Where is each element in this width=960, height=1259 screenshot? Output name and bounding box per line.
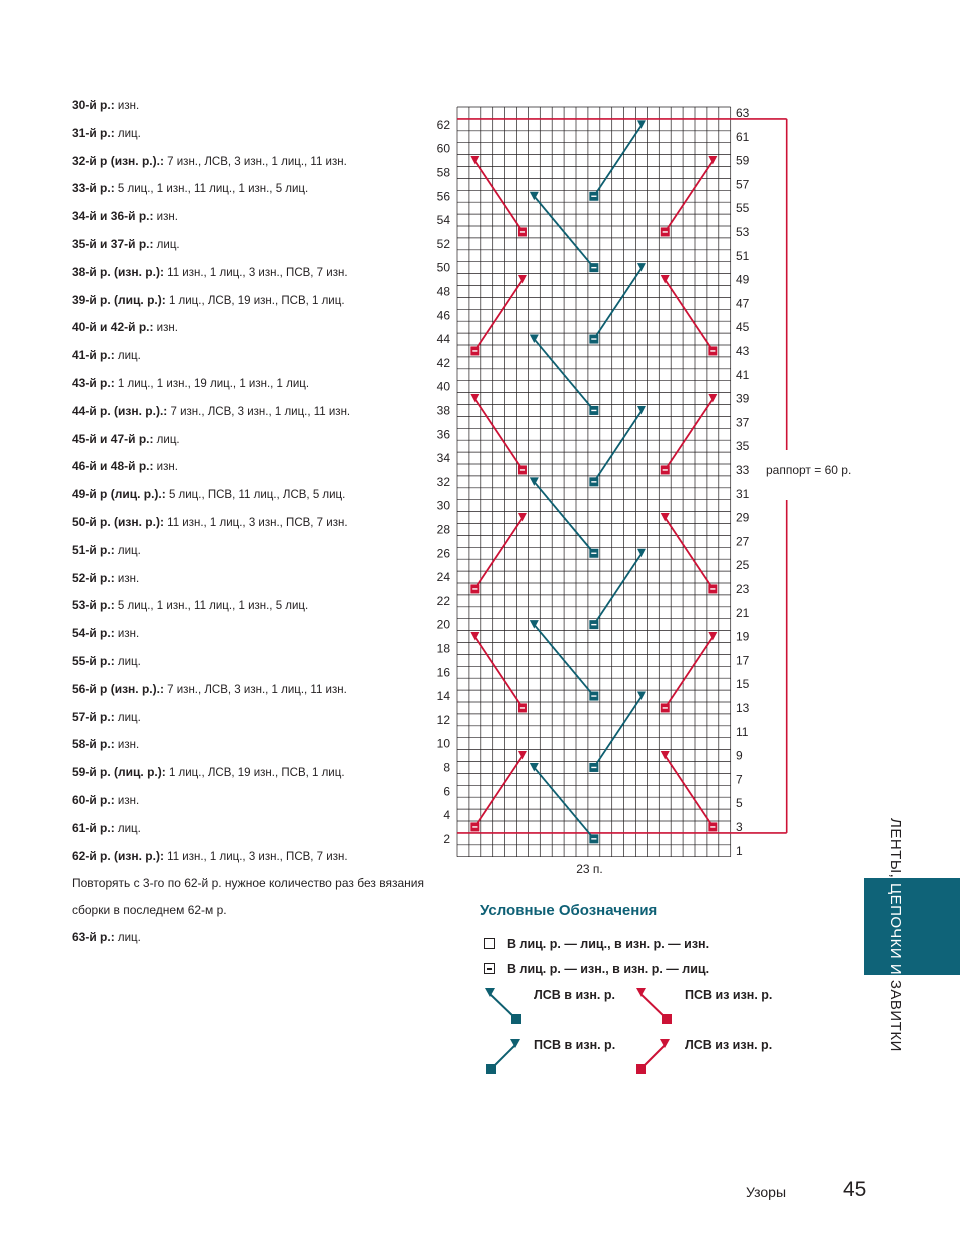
row-text: 5 лиц., 1 изн., 11 лиц., 1 изн., 5 лиц.: [114, 183, 309, 196]
row-text: лиц.: [114, 931, 141, 944]
row-label: 45-й и 47-й р.:: [72, 431, 154, 446]
row-number-right: 35: [736, 439, 750, 454]
row-text: лиц.: [114, 127, 141, 140]
row-label: 35-й и 37-й р.:: [72, 236, 154, 251]
row-text: лиц.: [114, 711, 141, 724]
row-text: лиц.: [114, 655, 141, 668]
row-number-right: 45: [736, 320, 750, 335]
cable-psv-purl-icon: [486, 1039, 520, 1074]
repeat-note: Повторять с 3-го по 62-й р. нужное количество раз без вязания сборки в последнем 62-м р.: [72, 876, 424, 918]
row-label: 43-й р.:: [72, 375, 115, 390]
row-text: 7 изн., ЛСВ, 3 изн., 1 лиц., 11 изн.: [163, 155, 347, 168]
row-number-left: 28: [436, 522, 450, 537]
row-text: изн.: [114, 794, 140, 807]
row-number-left: 10: [436, 736, 450, 751]
row-label: 51-й р.:: [72, 542, 115, 557]
chapter-tab: [864, 878, 960, 975]
row-number-left: 36: [436, 427, 450, 442]
row-text: 7 изн., ЛСВ, 3 изн., 1 лиц., 11 изн.: [167, 405, 351, 418]
row-label: 30-й р.:: [72, 98, 115, 112]
legend-lsv-purl-label: ЛСВ в изн. р.: [534, 988, 615, 1002]
row-number-left: 52: [436, 236, 450, 251]
row-number-left: 48: [436, 284, 450, 299]
row-number-left: 58: [436, 165, 450, 180]
row-number-right: 59: [736, 153, 750, 168]
row-label: 62-й р. (изн. р.):: [72, 848, 164, 863]
row-number-left: 56: [436, 189, 450, 204]
row-text: 5 лиц., ПСВ, 11 лиц., ЛСВ, 5 лиц.: [165, 489, 346, 502]
row-number-left: 20: [436, 617, 450, 632]
row-number-left: 2: [443, 831, 450, 846]
row-number-right: 9: [736, 748, 743, 763]
row-label: 46-й и 48-й р.:: [72, 459, 154, 474]
row-number-right: 15: [736, 677, 750, 692]
row-number-left: 46: [436, 308, 450, 323]
row-label: 53-й р.:: [72, 598, 115, 613]
chapter-title: [887, 818, 904, 1052]
row-text: 1 лиц., 1 изн., 19 лиц., 1 изн., 1 лиц.: [114, 377, 310, 390]
row-number-left: 26: [436, 546, 450, 561]
row-text: лиц.: [114, 544, 141, 557]
row-text: лиц.: [153, 238, 180, 251]
row-number-right: 13: [736, 700, 750, 715]
row-text: 5 лиц., 1 изн., 11 лиц., 1 изн., 5 лиц.: [114, 600, 309, 613]
row-label: 31-й р.:: [72, 125, 115, 140]
row-number-right: 23: [736, 581, 750, 596]
cable-lsv-from-purl-icon: [636, 1039, 670, 1074]
legend-title: Условные Обозначения: [480, 902, 658, 919]
row-number-right: 57: [736, 177, 750, 192]
row-number-left: 40: [436, 379, 450, 394]
row-text: изн.: [153, 461, 178, 474]
row-number-left: 14: [436, 689, 450, 704]
row-number-right: 63: [736, 105, 750, 120]
cable-psv-from-purl-icon: [636, 988, 672, 1024]
legend-psv-from-purl-label: ПСВ из изн. р.: [685, 988, 773, 1002]
row-label: 49-й р (лиц. р.).:: [72, 487, 166, 502]
row-number-right: 11: [736, 724, 749, 739]
row-label: 50-й р. (изн. р.):: [72, 514, 164, 529]
row-text: 1 лиц., ЛСВ, 19 изн., ПСВ, 1 лиц.: [165, 767, 345, 780]
row-text: изн.: [114, 628, 140, 641]
row-number-left: 60: [436, 141, 450, 156]
row-number-left: 6: [443, 784, 450, 799]
row-text: изн.: [114, 739, 140, 752]
row-label: 40-й и 42-й р.:: [72, 320, 154, 335]
stitch-count-label: 23 п.: [576, 862, 603, 876]
row-text: 7 изн., ЛСВ, 3 изн., 1 лиц., 11 изн.: [163, 683, 347, 696]
row-number-left: 30: [436, 498, 450, 513]
row-number-left: 8: [443, 760, 450, 775]
row-number-right: 7: [736, 772, 743, 787]
row-number-left: 4: [443, 808, 450, 823]
row-number-right: 33: [736, 462, 750, 477]
row-number-left: 32: [436, 474, 450, 489]
row-label: 41-й р.:: [72, 348, 115, 363]
page-number: 45: [843, 1178, 867, 1201]
row-number-right: 39: [736, 391, 750, 406]
row-text: изн.: [114, 572, 140, 585]
row-number-right: 29: [736, 510, 750, 525]
row-number-right: 61: [736, 129, 750, 144]
row-number-right: 5: [736, 796, 743, 811]
row-number-left: 38: [436, 403, 450, 418]
row-number-left: 54: [436, 213, 450, 228]
row-text: лиц.: [114, 822, 141, 835]
row-label: 39-й р. (лиц. р.):: [72, 292, 166, 307]
legend-purl-label: В лиц. р. — изн., в изн. р. — лиц.: [507, 962, 710, 976]
row-number-right: 55: [736, 201, 750, 216]
footer-section: Узоры: [746, 1184, 787, 1200]
row-number-right: 25: [736, 558, 750, 573]
row-number-right: 47: [736, 296, 750, 311]
row-text: 11 изн., 1 лиц., 3 изн., ПСВ, 7 изн.: [163, 516, 348, 529]
row-text: 11 изн., 1 лиц., 3 изн., ПСВ, 7 изн.: [163, 266, 348, 279]
row-number-right: 19: [736, 629, 750, 644]
row-number-right: 3: [736, 819, 743, 834]
row-text: 1 лиц., ЛСВ, 19 изн., ПСВ, 1 лиц.: [165, 294, 345, 307]
row-number-left: 18: [436, 641, 450, 656]
row-number-right: 21: [736, 605, 750, 620]
row-number-left: 22: [436, 593, 450, 608]
row-label: 63-й р.:: [72, 929, 115, 944]
row-text: 11 изн., 1 лиц., 3 изн., ПСВ, 7 изн.: [163, 850, 348, 863]
row-number-right: 49: [736, 272, 750, 287]
row-number-left: 24: [436, 570, 450, 585]
row-label: 57-й р.:: [72, 709, 115, 724]
row-number-right: 1: [736, 843, 743, 858]
legend-knit-label: В лиц. р. — лиц., в изн. р. — изн.: [507, 937, 710, 951]
row-number-left: 12: [436, 712, 450, 727]
row-number-right: 31: [736, 486, 750, 501]
row-label: 52-й р.:: [72, 570, 115, 585]
row-label: 58-й р.:: [72, 737, 115, 752]
row-number-left: 42: [436, 355, 450, 370]
row-number-left: 34: [436, 451, 450, 466]
row-number-left: 62: [436, 117, 450, 132]
row-text: лиц.: [153, 433, 180, 446]
row-label: 33-й р.:: [72, 181, 115, 196]
chapter-title-part1: ЛЕНТЫ,: [887, 818, 904, 883]
row-label: 34-й и 36-й р.:: [72, 209, 154, 224]
row-label: 59-й р. (лиц. р.):: [72, 765, 166, 780]
row-label: 56-й р (изн. р.).:: [72, 681, 164, 696]
row-number-left: 44: [436, 332, 450, 347]
row-label: 44-й р. (изн. р.).:: [72, 403, 168, 418]
row-number-left: 16: [436, 665, 450, 680]
row-text: лиц.: [114, 350, 141, 363]
row-label: 32-й р (изн. р.).:: [72, 153, 164, 168]
legend-lsv-from-purl-label: ЛСВ из изн. р.: [685, 1038, 773, 1052]
row-text: изн.: [153, 322, 178, 335]
row-label: 38-й р. (изн. р.):: [72, 264, 164, 279]
chapter-title-part2: ЦЕПОЧКИ И: [887, 882, 904, 980]
cable-lsv-purl-icon: [485, 988, 521, 1024]
row-number-right: 37: [736, 415, 750, 430]
repeat-label: раппорт = 60 р.: [766, 463, 852, 477]
row-label: 54-й р.:: [72, 626, 115, 641]
row-number-left: 50: [436, 260, 450, 275]
row-label: 55-й р.:: [72, 653, 115, 668]
row-label: 61-й р.:: [72, 820, 115, 835]
row-text: изн.: [114, 100, 140, 112]
chapter-title-part3: ЗАВИТКИ: [887, 979, 904, 1052]
row-label: 60-й р.:: [72, 792, 115, 807]
row-number-right: 43: [736, 343, 750, 358]
row-number-right: 53: [736, 224, 750, 239]
row-number-right: 17: [736, 653, 750, 668]
row-number-right: 27: [736, 534, 750, 549]
legend-psv-purl-label: ПСВ в изн. р.: [534, 1038, 616, 1052]
row-text: изн.: [153, 211, 178, 224]
row-number-right: 41: [736, 367, 750, 382]
row-number-right: 51: [736, 248, 750, 263]
